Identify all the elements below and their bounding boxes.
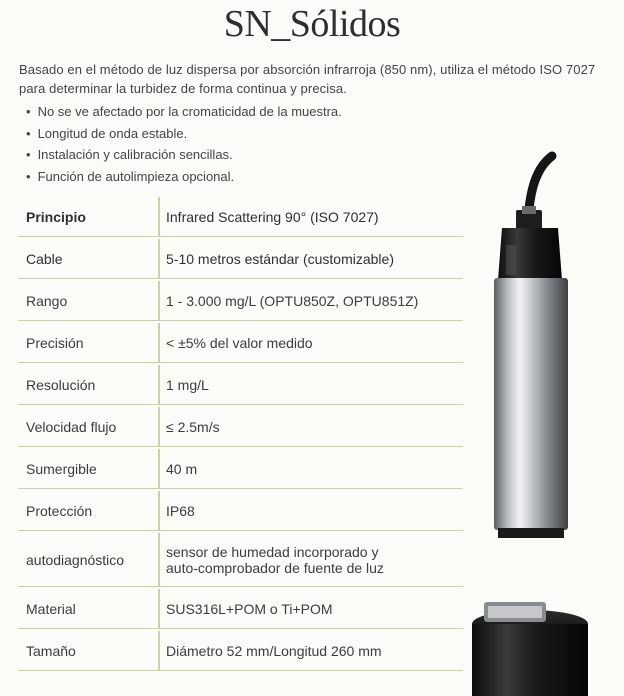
spec-label: Resolución <box>18 365 160 405</box>
feature-item: • Función de autolimpieza opcional. <box>26 166 342 188</box>
spec-table <box>18 195 463 673</box>
feature-item: • Longitud de onda estable. <box>26 123 342 145</box>
spec-row <box>18 533 463 587</box>
feature-item: • No se ve afectado por la cromaticidad de la muestra. <box>26 101 342 123</box>
spec-value: 1 mg/L <box>160 365 463 405</box>
spec-value-line: sensor de humedad incorporado y <box>166 543 379 560</box>
spec-row <box>18 631 463 671</box>
spec-label: Precisión <box>18 323 160 363</box>
intro-paragraph: Basado en el método de luz dispersa por absorción infrarroja (850 nm), utiliza el método ISO 7027 para determinar la turbidez de forma continua y precisa. <box>19 62 596 96</box>
spec-value: Infrared Scattering 90° (ISO 7027) <box>160 197 463 237</box>
spec-value: Diámetro 52 mm/Longitud 260 mm <box>160 631 463 671</box>
base-shape <box>498 528 564 538</box>
spec-value <box>160 533 463 587</box>
spec-label: Material <box>18 589 160 629</box>
spec-label: autodiagnóstico <box>18 533 160 587</box>
spec-value: 5-10 metros estándar (customizable) <box>160 239 463 279</box>
spec-row <box>18 491 463 531</box>
spec-label: Principio <box>18 197 160 237</box>
sensor-product-image <box>470 150 620 696</box>
spec-row <box>18 589 463 629</box>
spec-value: ≤ 2.5m/s <box>160 407 463 447</box>
spec-row <box>18 281 463 321</box>
page-title: SN_Sólidos <box>223 3 401 45</box>
spec-value: 40 m <box>160 449 463 489</box>
spec-value: SUS316L+POM o Ti+POM <box>160 589 463 629</box>
feature-item: • Instalación y calibración sencillas. <box>26 144 342 166</box>
spec-label: Sumergible <box>18 449 160 489</box>
spec-label: Rango <box>18 281 160 321</box>
spec-label: Tamaño <box>18 631 160 671</box>
spec-row <box>18 323 463 363</box>
steel-body-shape <box>494 278 568 530</box>
feature-list <box>26 101 342 187</box>
spec-row <box>18 449 463 489</box>
spec-row <box>18 365 463 405</box>
cap-body-shape <box>472 624 588 696</box>
spec-value: IP68 <box>160 491 463 531</box>
spec-value: < ±5% del valor medido <box>160 323 463 363</box>
spec-value: 1 - 3.000 mg/L (OPTU850Z, OPTU851Z) <box>160 281 463 321</box>
spec-label: Cable <box>18 239 160 279</box>
spec-row <box>18 239 463 279</box>
spec-row <box>18 197 463 237</box>
spec-row <box>18 407 463 447</box>
spec-label: Protección <box>18 491 160 531</box>
spec-label: Velocidad flujo <box>18 407 160 447</box>
spec-value-line: auto-comprobador de fuente de luz <box>166 559 384 576</box>
